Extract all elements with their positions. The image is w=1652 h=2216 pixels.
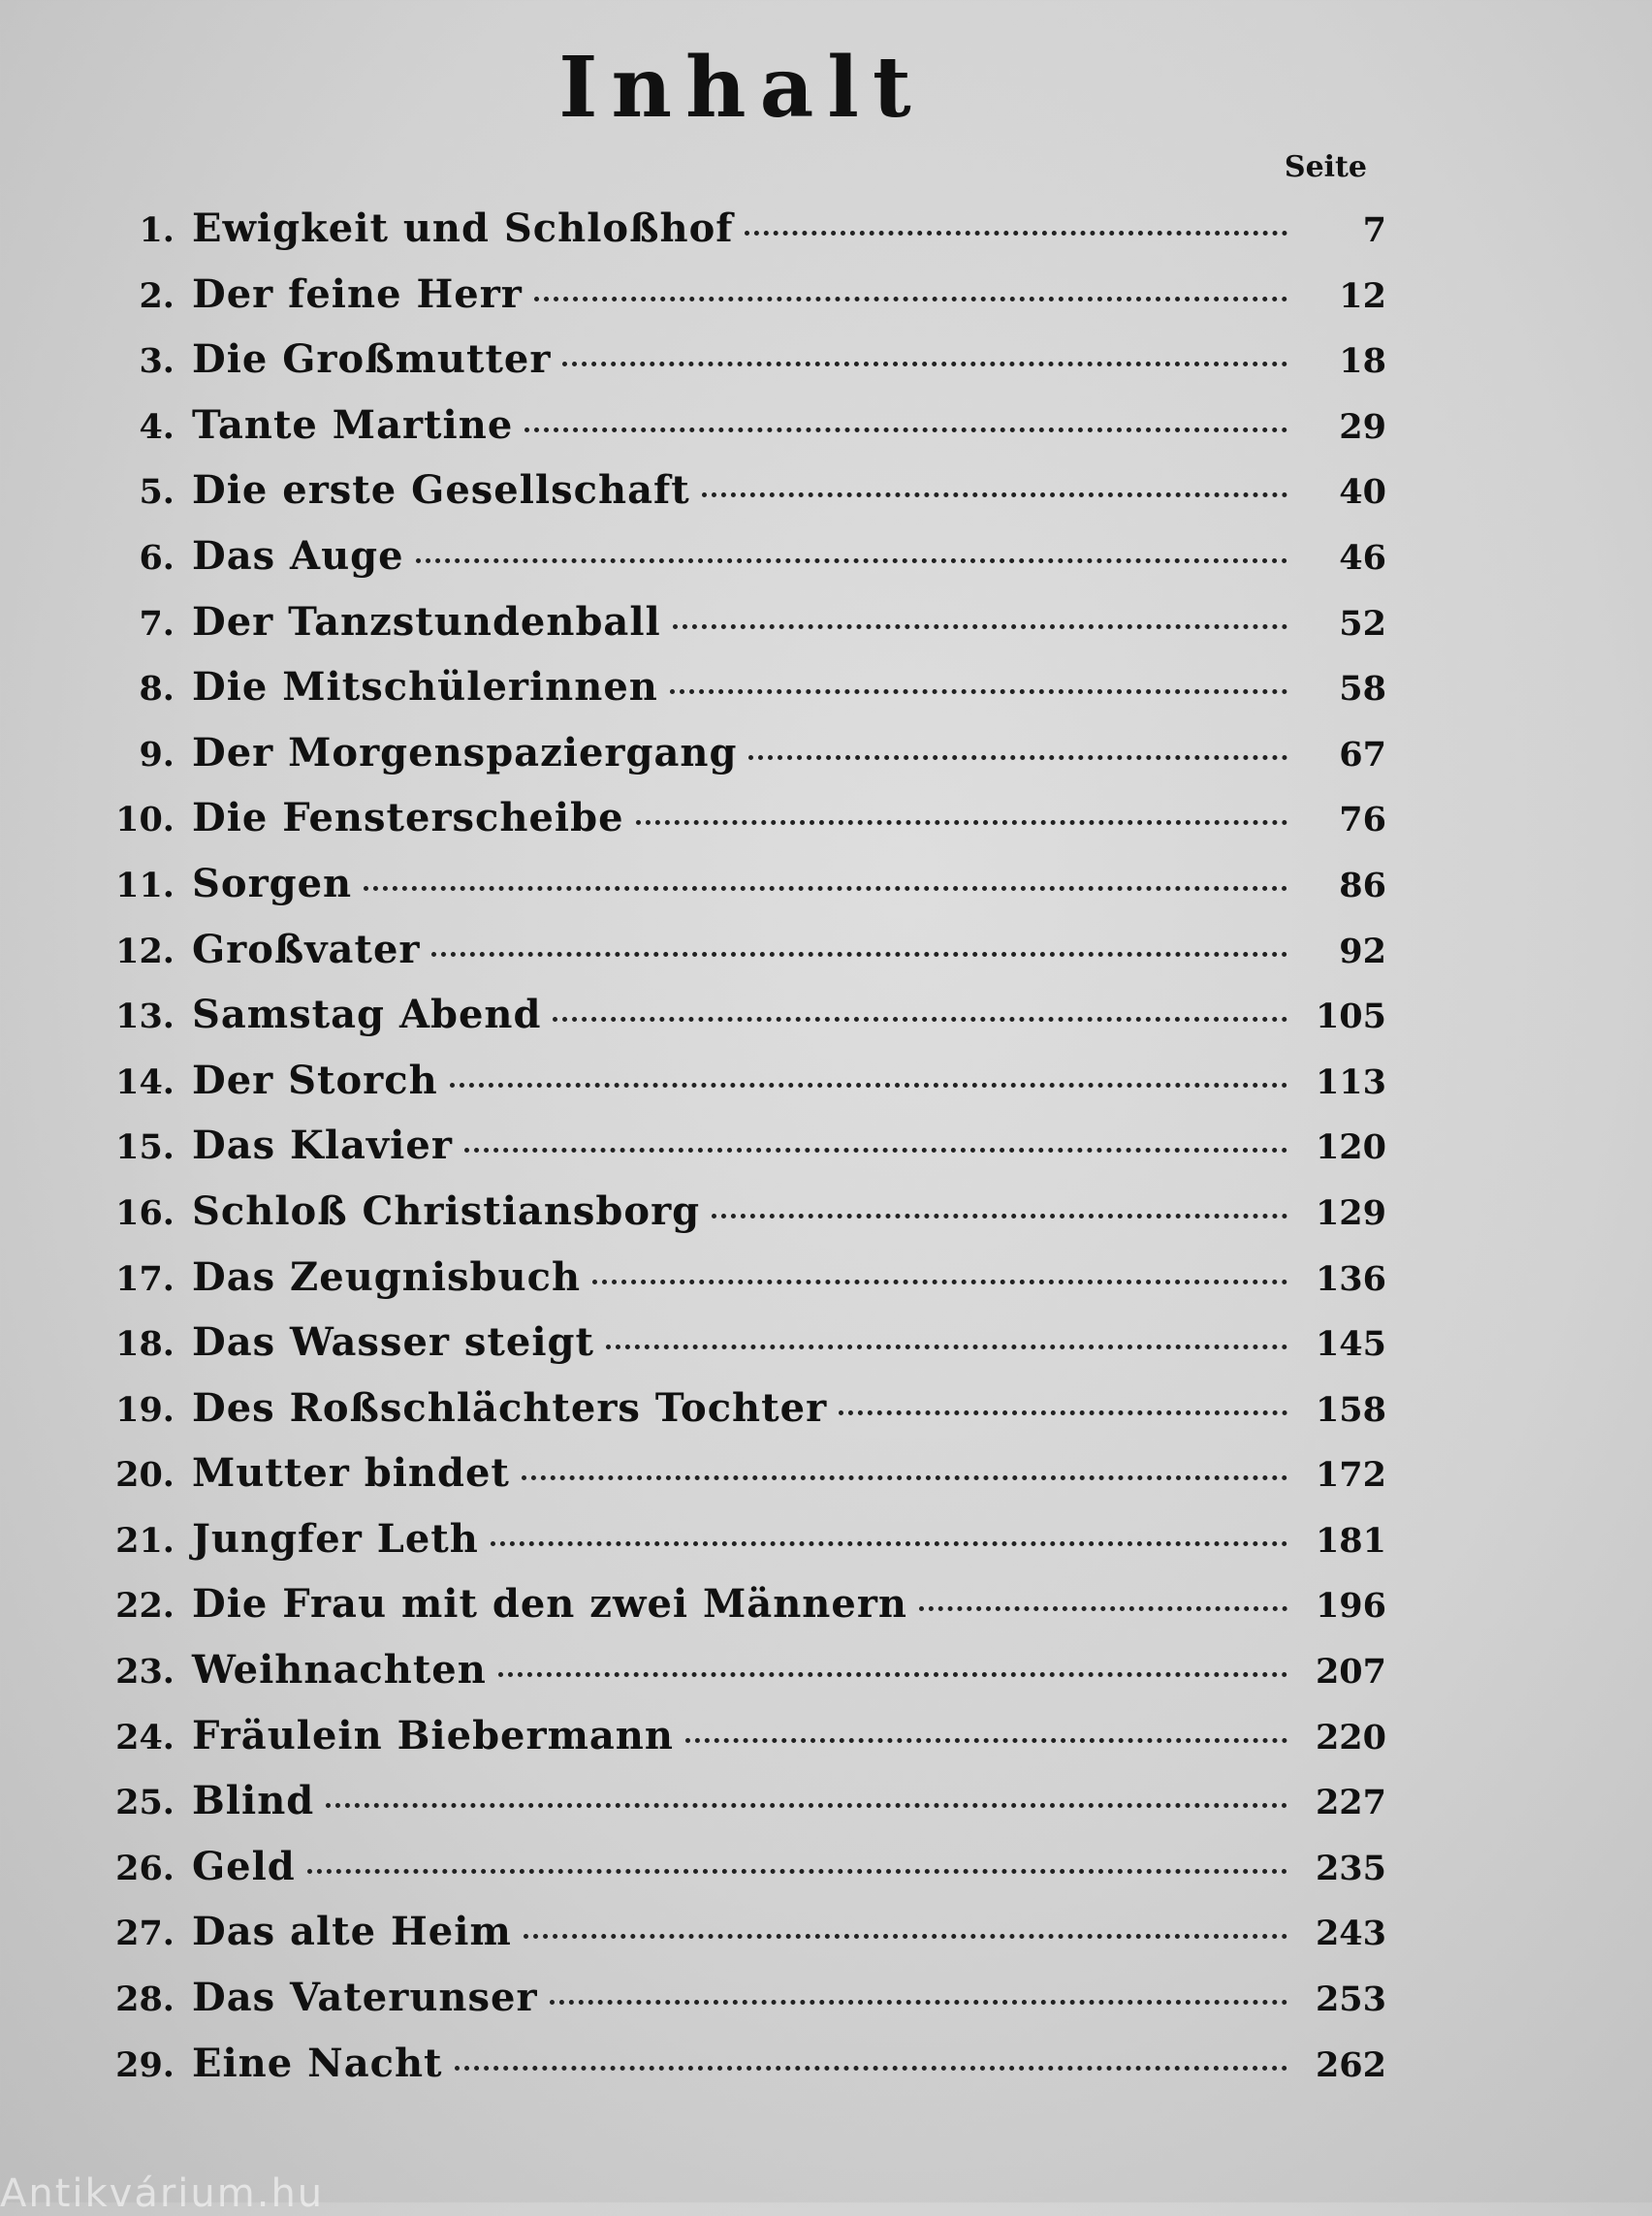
chapter-number: 27.	[115, 1914, 175, 1954]
dot-leader	[670, 688, 1287, 694]
chapter-number: 6.	[139, 537, 175, 578]
toc-entry	[87, 992, 1386, 1058]
chapter-title: Blind	[192, 1778, 315, 1824]
chapter-page-number: 172	[1315, 1455, 1386, 1496]
toc-entry	[87, 1516, 1386, 1582]
chapter-page-number: 86	[1339, 865, 1386, 905]
chapter-number: 12.	[115, 931, 175, 971]
toc-entry	[87, 730, 1386, 796]
chapter-page-number: 181	[1315, 1520, 1386, 1561]
chapter-title: Großvater	[192, 926, 421, 972]
chapter-number: 5.	[139, 472, 175, 513]
dot-leader	[712, 1213, 1287, 1219]
toc-entry	[87, 795, 1386, 861]
chapter-page-number: 136	[1315, 1258, 1386, 1299]
chapter-title: Die Großmutter	[192, 336, 552, 383]
toc-entry	[87, 467, 1386, 533]
chapter-number: 1.	[139, 210, 175, 250]
toc-entry	[87, 927, 1386, 993]
toc-entry	[87, 1058, 1386, 1124]
chapter-page-number: 58	[1339, 669, 1386, 710]
dot-leader	[592, 1279, 1287, 1284]
chapter-number: 15.	[115, 1127, 175, 1168]
chapter-title: Das Vaterunser	[192, 1975, 538, 2021]
chapter-number: 18.	[115, 1324, 175, 1365]
chapter-title: Weihnachten	[192, 1647, 487, 1694]
dot-leader	[839, 1409, 1287, 1415]
toc-entry	[87, 1385, 1386, 1451]
chapter-page-number: 67	[1339, 734, 1386, 775]
chapter-title: Eine Nacht	[192, 2040, 443, 2086]
dot-leader	[748, 754, 1287, 760]
dot-leader	[491, 1540, 1287, 1546]
chapter-page-number: 145	[1315, 1324, 1386, 1365]
chapter-title: Der Morgenspaziergang	[192, 729, 738, 776]
chapter-title: Geld	[192, 1843, 296, 1889]
dot-leader	[450, 1082, 1287, 1088]
dot-leader	[702, 491, 1287, 497]
chapter-page-number: 220	[1315, 1717, 1386, 1757]
chapter-title: Das alte Heim	[192, 1909, 512, 1955]
toc-entry	[87, 1254, 1386, 1320]
chapter-title: Der Storch	[192, 1057, 438, 1103]
chapter-number: 23.	[115, 1652, 175, 1693]
chapter-number: 22.	[115, 1586, 175, 1627]
toc-entry	[87, 1188, 1386, 1254]
dot-leader	[636, 819, 1287, 825]
dot-leader	[455, 2065, 1287, 2071]
dot-leader	[745, 230, 1287, 236]
chapter-page-number: 18	[1339, 341, 1386, 382]
dot-leader	[307, 1868, 1287, 1874]
toc-entry	[87, 336, 1386, 402]
toc-entry	[87, 1778, 1386, 1844]
dot-leader	[562, 361, 1287, 366]
chapter-title: Der feine Herr	[192, 270, 523, 317]
toc-entry	[87, 861, 1386, 927]
chapter-number: 25.	[115, 1783, 175, 1823]
dot-leader	[673, 623, 1287, 629]
chapter-page-number: 46	[1339, 537, 1386, 578]
chapter-title: Sorgen	[192, 860, 353, 906]
chapter-page-number: 7	[1362, 210, 1386, 250]
chapter-page-number: 29	[1339, 406, 1386, 447]
toc-entry	[87, 1123, 1386, 1188]
chapter-title: Die Mitschülerinnen	[192, 664, 658, 711]
chapter-number: 28.	[115, 1979, 175, 2020]
dot-leader	[919, 1605, 1287, 1611]
chapter-title: Fräulein Biebermann	[192, 1712, 674, 1758]
chapter-page-number: 40	[1339, 472, 1386, 513]
dot-leader	[553, 1016, 1287, 1022]
dot-leader	[524, 1933, 1287, 1939]
chapter-number: 11.	[115, 865, 175, 905]
chapter-page-number: 235	[1315, 1848, 1386, 1888]
chapter-title: Mutter bindet	[192, 1450, 510, 1497]
toc-entry	[87, 271, 1386, 337]
toc-entry	[87, 2041, 1386, 2106]
chapter-title: Des Roßschlächters Tochter	[192, 1384, 828, 1431]
toc-entry	[87, 599, 1386, 665]
dot-leader	[464, 1147, 1287, 1153]
chapter-number: 24.	[115, 1717, 175, 1757]
chapter-number: 20.	[115, 1455, 175, 1496]
dot-leader	[550, 1999, 1287, 2005]
table-of-contents	[87, 206, 1386, 2105]
chapter-title: Samstag Abend	[192, 992, 542, 1038]
chapter-number: 17.	[115, 1258, 175, 1299]
chapter-number: 7.	[139, 603, 175, 644]
chapter-number: 2.	[139, 275, 175, 316]
chapter-page-number: 129	[1315, 1192, 1386, 1233]
chapter-title: Jungfer Leth	[192, 1515, 479, 1562]
dot-leader	[364, 885, 1287, 891]
toc-entry	[87, 1647, 1386, 1713]
chapter-page-number: 243	[1315, 1914, 1386, 1954]
chapter-page-number: 253	[1315, 1979, 1386, 2020]
chapter-title: Die Fensterscheibe	[192, 795, 624, 841]
chapter-title: Das Auge	[192, 532, 404, 579]
chapter-page-number: 207	[1315, 1652, 1386, 1693]
chapter-title: Das Klavier	[192, 1123, 453, 1169]
chapter-title: Schloß Christiansborg	[192, 1187, 701, 1234]
dot-leader	[326, 1802, 1287, 1808]
toc-entry	[87, 664, 1386, 730]
dot-leader	[534, 296, 1287, 301]
dot-leader	[431, 951, 1287, 957]
chapter-number: 19.	[115, 1389, 175, 1430]
chapter-title: Die erste Gesellschaft	[192, 467, 690, 514]
chapter-title: Das Wasser steigt	[192, 1319, 594, 1366]
dot-leader	[416, 557, 1287, 563]
dot-leader	[606, 1344, 1287, 1349]
chapter-page-number: 76	[1339, 800, 1386, 840]
toc-entry	[87, 402, 1386, 468]
chapter-page-number: 12	[1339, 275, 1386, 316]
chapter-title: Die Frau mit den zwei Männern	[192, 1581, 907, 1628]
chapter-page-number: 105	[1315, 997, 1386, 1037]
chapter-number: 8.	[139, 669, 175, 710]
chapter-page-number: 227	[1315, 1783, 1386, 1823]
chapter-title: Tante Martine	[192, 401, 514, 448]
chapter-number: 4.	[139, 406, 175, 447]
toc-entry	[87, 1319, 1386, 1385]
page-column-header: Seite	[1284, 150, 1367, 184]
dot-leader	[524, 427, 1287, 432]
toc-entry	[87, 533, 1386, 599]
toc-entry	[87, 1450, 1386, 1516]
chapter-page-number: 158	[1315, 1389, 1386, 1430]
chapter-number: 3.	[139, 341, 175, 382]
chapter-page-number: 120	[1315, 1127, 1386, 1168]
chapter-page-number: 52	[1339, 603, 1386, 644]
chapter-page-number: 262	[1315, 2044, 1386, 2085]
chapter-number: 26.	[115, 1848, 175, 1888]
dot-leader	[685, 1737, 1287, 1743]
chapter-number: 21.	[115, 1520, 175, 1561]
toc-entry	[87, 1713, 1386, 1779]
chapter-number: 13.	[115, 997, 175, 1037]
chapter-number: 16.	[115, 1192, 175, 1233]
chapter-page-number: 196	[1315, 1586, 1386, 1627]
dot-leader	[498, 1671, 1287, 1677]
page-title: Inhalt	[558, 39, 925, 137]
dot-leader	[522, 1474, 1287, 1480]
chapter-number: 9.	[139, 734, 175, 775]
chapter-title: Das Zeugnisbuch	[192, 1253, 582, 1300]
toc-entry	[87, 1909, 1386, 1975]
chapter-title: Der Tanzstundenball	[192, 598, 661, 645]
chapter-page-number: 113	[1315, 1061, 1386, 1102]
toc-entry	[87, 1975, 1386, 2041]
chapter-title: Ewigkeit und Schloßhof	[192, 206, 734, 251]
chapter-number: 10.	[115, 800, 175, 840]
toc-entry	[87, 206, 1386, 271]
chapter-number: 29.	[115, 2044, 175, 2085]
watermark: Antikvárium.hu	[0, 2171, 325, 2216]
chapter-number: 14.	[115, 1061, 175, 1102]
toc-entry	[87, 1581, 1386, 1647]
toc-entry	[87, 1844, 1386, 1910]
chapter-page-number: 92	[1339, 931, 1386, 971]
